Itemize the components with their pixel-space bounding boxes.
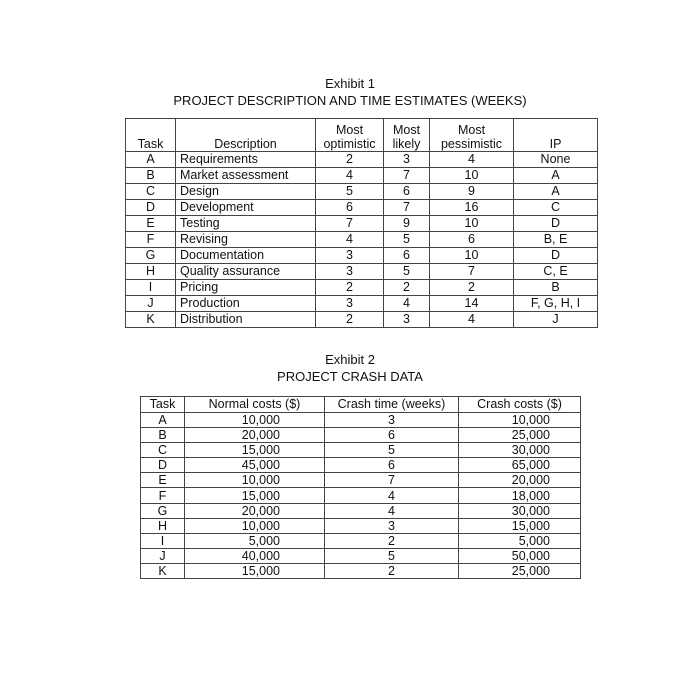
cell-optimistic: 4 <box>316 168 384 184</box>
cell-crash-time: 2 <box>325 563 459 578</box>
cell-optimistic: 7 <box>316 216 384 232</box>
header-task: Task <box>141 397 185 413</box>
header-line: optimistic <box>323 137 376 151</box>
table-row <box>126 248 598 264</box>
cell-pessimistic: 7 <box>430 264 514 280</box>
table-row <box>141 413 581 428</box>
cell-likely: 5 <box>384 264 430 280</box>
header-line: pessimistic <box>440 137 503 151</box>
cell-crash-time: 4 <box>325 488 459 503</box>
cell-optimistic: 2 <box>316 152 384 168</box>
cell-ip: B <box>514 280 598 296</box>
cell-task: D <box>141 458 185 473</box>
cell-optimistic: 2 <box>316 312 384 328</box>
cell-normal-costs: 10,000 <box>185 413 325 428</box>
cell-task: C <box>141 443 185 458</box>
exhibit2-subtitle: PROJECT CRASH DATA <box>277 369 423 384</box>
cell-normal-costs: 10,000 <box>185 473 325 488</box>
header-most-pessimistic <box>430 119 514 152</box>
cell-optimistic: 3 <box>316 296 384 312</box>
header-line: likely <box>392 137 421 151</box>
table-header-row <box>141 397 581 413</box>
cell-crash-costs: 50,000 <box>459 548 581 563</box>
cell-task: B <box>141 428 185 443</box>
cell-optimistic: 4 <box>316 232 384 248</box>
cell-pessimistic: 16 <box>430 200 514 216</box>
cell-crash-costs: 25,000 <box>459 563 581 578</box>
cell-pessimistic: 10 <box>430 216 514 232</box>
cell-task: E <box>141 473 185 488</box>
cell-ip: C <box>514 200 598 216</box>
header-crash-time: Crash time (weeks) <box>325 397 459 413</box>
cell-pessimistic: 14 <box>430 296 514 312</box>
table-row <box>126 296 598 312</box>
table-row <box>126 280 598 296</box>
cell-pessimistic: 9 <box>430 184 514 200</box>
cell-description: Quality assurance <box>176 264 316 280</box>
cell-crash-costs: 30,000 <box>459 503 581 518</box>
cell-likely: 6 <box>384 248 430 264</box>
cell-task: J <box>126 296 176 312</box>
cell-normal-costs: 15,000 <box>185 488 325 503</box>
table-row <box>126 152 598 168</box>
table-row <box>126 200 598 216</box>
cell-crash-time: 5 <box>325 443 459 458</box>
table-row <box>141 428 581 443</box>
cell-description: Development <box>176 200 316 216</box>
cell-crash-time: 3 <box>325 518 459 533</box>
cell-crash-costs: 18,000 <box>459 488 581 503</box>
cell-crash-time: 2 <box>325 533 459 548</box>
cell-description: Pricing <box>176 280 316 296</box>
cell-pessimistic: 4 <box>430 312 514 328</box>
header-task: Task <box>126 119 176 152</box>
cell-task: H <box>141 518 185 533</box>
table-row <box>141 533 581 548</box>
header-ip: IP <box>514 119 598 152</box>
table-row <box>141 518 581 533</box>
cell-normal-costs: 5,000 <box>185 533 325 548</box>
cell-task: H <box>126 264 176 280</box>
cell-likely: 2 <box>384 280 430 296</box>
cell-crash-time: 6 <box>325 458 459 473</box>
time-estimates-table <box>125 118 598 328</box>
cell-crash-costs: 30,000 <box>459 443 581 458</box>
cell-ip: A <box>514 184 598 200</box>
header-most-likely <box>384 119 430 152</box>
table-row <box>141 473 581 488</box>
cell-normal-costs: 10,000 <box>185 518 325 533</box>
crash-data-table <box>140 396 581 579</box>
cell-task: D <box>126 200 176 216</box>
cell-ip: B, E <box>514 232 598 248</box>
header-line: Most <box>457 123 486 137</box>
header-description: Description <box>176 119 316 152</box>
cell-crash-costs: 5,000 <box>459 533 581 548</box>
cell-likely: 7 <box>384 200 430 216</box>
cell-likely: 3 <box>384 312 430 328</box>
exhibit1-subtitle: PROJECT DESCRIPTION AND TIME ESTIMATES (WEEKS) <box>173 93 527 108</box>
cell-task: J <box>141 548 185 563</box>
header-normal-costs: Normal costs ($) <box>185 397 325 413</box>
cell-task: C <box>126 184 176 200</box>
cell-normal-costs: 20,000 <box>185 428 325 443</box>
cell-ip: C, E <box>514 264 598 280</box>
cell-crash-costs: 10,000 <box>459 413 581 428</box>
cell-normal-costs: 45,000 <box>185 458 325 473</box>
cell-likely: 6 <box>384 184 430 200</box>
cell-optimistic: 5 <box>316 184 384 200</box>
cell-description: Distribution <box>176 312 316 328</box>
cell-task: K <box>141 563 185 578</box>
header-crash-costs: Crash costs ($) <box>459 397 581 413</box>
table-row <box>141 488 581 503</box>
cell-crash-time: 5 <box>325 548 459 563</box>
cell-task: F <box>126 232 176 248</box>
cell-description: Revising <box>176 232 316 248</box>
table-row <box>126 184 598 200</box>
cell-crash-costs: 65,000 <box>459 458 581 473</box>
table-header-row <box>126 119 598 152</box>
cell-ip: F, G, H, I <box>514 296 598 312</box>
cell-likely: 7 <box>384 168 430 184</box>
cell-optimistic: 2 <box>316 280 384 296</box>
table-row <box>141 443 581 458</box>
table-row <box>141 548 581 563</box>
cell-task: B <box>126 168 176 184</box>
cell-ip: J <box>514 312 598 328</box>
table-row <box>126 232 598 248</box>
exhibit2-title: Exhibit 2 <box>325 352 375 367</box>
cell-description: Documentation <box>176 248 316 264</box>
cell-pessimistic: 4 <box>430 152 514 168</box>
table-row <box>141 563 581 578</box>
cell-task: I <box>126 280 176 296</box>
header-line: Most <box>392 123 421 137</box>
header-most-optimistic <box>316 119 384 152</box>
cell-task: A <box>141 413 185 428</box>
cell-task: I <box>141 533 185 548</box>
cell-normal-costs: 15,000 <box>185 563 325 578</box>
table-row <box>126 312 598 328</box>
cell-optimistic: 3 <box>316 248 384 264</box>
cell-pessimistic: 10 <box>430 248 514 264</box>
cell-optimistic: 3 <box>316 264 384 280</box>
cell-description: Requirements <box>176 152 316 168</box>
cell-ip: D <box>514 216 598 232</box>
cell-task: K <box>126 312 176 328</box>
table-row <box>141 503 581 518</box>
cell-crash-time: 6 <box>325 428 459 443</box>
cell-crash-time: 3 <box>325 413 459 428</box>
cell-pessimistic: 10 <box>430 168 514 184</box>
cell-description: Design <box>176 184 316 200</box>
cell-pessimistic: 2 <box>430 280 514 296</box>
exhibit1-title: Exhibit 1 <box>325 76 375 91</box>
cell-normal-costs: 15,000 <box>185 443 325 458</box>
cell-pessimistic: 6 <box>430 232 514 248</box>
cell-likely: 4 <box>384 296 430 312</box>
cell-crash-time: 7 <box>325 473 459 488</box>
table-row <box>126 264 598 280</box>
cell-crash-time: 4 <box>325 503 459 518</box>
cell-likely: 9 <box>384 216 430 232</box>
table-row <box>126 168 598 184</box>
cell-task: E <box>126 216 176 232</box>
cell-ip: None <box>514 152 598 168</box>
cell-crash-costs: 20,000 <box>459 473 581 488</box>
cell-optimistic: 6 <box>316 200 384 216</box>
cell-ip: A <box>514 168 598 184</box>
cell-ip: D <box>514 248 598 264</box>
cell-crash-costs: 25,000 <box>459 428 581 443</box>
cell-task: G <box>141 503 185 518</box>
cell-description: Testing <box>176 216 316 232</box>
cell-description: Market assessment <box>176 168 316 184</box>
cell-normal-costs: 40,000 <box>185 548 325 563</box>
cell-task: G <box>126 248 176 264</box>
header-line: Most <box>335 123 364 137</box>
cell-likely: 3 <box>384 152 430 168</box>
cell-normal-costs: 20,000 <box>185 503 325 518</box>
cell-task: A <box>126 152 176 168</box>
cell-description: Production <box>176 296 316 312</box>
cell-crash-costs: 15,000 <box>459 518 581 533</box>
cell-task: F <box>141 488 185 503</box>
cell-likely: 5 <box>384 232 430 248</box>
table-row <box>141 458 581 473</box>
table-row <box>126 216 598 232</box>
